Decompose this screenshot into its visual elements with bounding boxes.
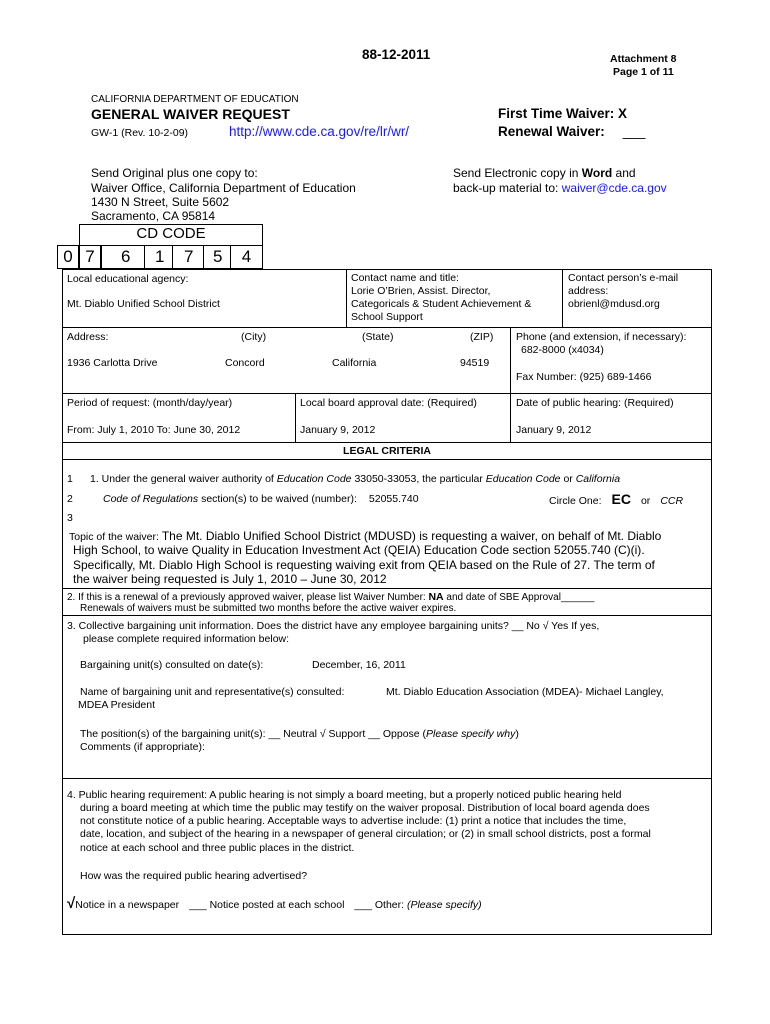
bargaining-name-label: Name of bargaining unit and representative(s) consulted: [80,686,345,698]
renewal-na: NA [428,591,444,603]
position-specify: Please specify why [426,728,516,740]
form-id: GW-1 (Rev. 10-2-09) [91,127,189,139]
backup-material-label: back-up material to: [453,181,559,195]
cd-code-digit: 6 [101,245,144,269]
hearing-line1: 4. Public hearing requirement: A public hearing is not simply a board meeting, but a properly noticed public hearing held [67,789,622,801]
topic-line4: the waiver being requested is July 1, 2010 – June 30, 2012 [73,572,387,586]
cd-code-label: CD CODE [136,225,206,242]
cd-code-digit: 0 [57,245,79,269]
option-other-specify: (Please specify) [406,899,482,911]
send-original-line4: Sacramento, CA 95814 [91,209,216,223]
grid-line [62,269,63,935]
period-label: Period of request: (month/day/year) [67,397,233,409]
circle-one [549,491,683,507]
line-number: 2 [67,493,73,505]
grid-line [562,269,563,327]
contact-email-label-2: address: [568,285,609,297]
attachment-label: Attachment 8 [610,53,677,65]
circle-ccr: CCR [660,495,684,507]
hearing-line5: notice at each school and three public places in the district. [80,842,355,854]
contact-name-label: Contact name and title: [351,272,459,284]
cd-code-digit: 1 [144,245,172,269]
option-school: ___ Notice posted at each school [189,899,345,911]
contact-name-line3: School Support [351,311,423,323]
cd-code-digit: 7 [79,245,101,269]
zip-value: 94519 [460,357,490,369]
grid-line [62,269,712,270]
grid-line [295,393,296,442]
zip-label: (ZIP) [470,331,494,343]
phone-label: Phone (and extension, if necessary): [516,331,687,343]
waiver-url-link[interactable]: http://www.cde.ca.gov/re/lr/wr/ [229,124,410,139]
grid-line [510,393,511,442]
grid-line [62,778,712,779]
position-text: The position(s) of the bargaining unit(s): __ Neutral √ Support __ Oppose ( [80,728,427,740]
grid-line [62,393,712,394]
checkmark-icon: √ [67,895,76,912]
send-original-line3: 1430 N Street, Suite 5602 [91,195,230,209]
first-time-waiver: First Time Waiver: X [498,106,628,121]
send-electronic-line1 [453,166,636,180]
grid-line [711,269,712,935]
topic-line3: Specifically, Mt. Diablo High School is requesting waiving exit from QEIA based on the Rule of 27. The term of [73,558,655,572]
form-title: GENERAL WAIVER REQUEST [91,106,290,122]
item1-mid: 33050-33053, the particular [354,473,483,485]
state-label: (State) [362,331,394,343]
bargaining-line2: please complete required information below: [83,633,290,645]
code-of-regulations: Code of Regulations [103,493,199,505]
waiver-email-link[interactable]: waiver@cde.ca.gov [561,181,667,195]
phone-value: 682-8000 (x4034) [521,344,604,356]
line-number: 3 [67,512,73,524]
grid-line [62,934,712,935]
hearing-question: How was the required public hearing advertised? [80,870,308,882]
item1-or: or [563,473,573,485]
item1-prefix: 1. Under the general waiver authority of [90,473,274,485]
public-hearing-label: Date of public hearing: (Required) [516,397,674,409]
topic-label: Topic of the waiver: [69,531,159,543]
grid-line [62,442,712,443]
section-waived-value: 52055.740 [368,493,419,505]
renewal-line1 [67,591,594,603]
street-value: 1936 Carlotta Drive [67,357,158,369]
item1-education-code: Education Code [276,473,352,485]
option-newspaper: Notice in a newspaper [75,899,180,911]
topic-text-1: The Mt. Diablo Unified School District (MDUSD) is requesting a waiver, on behalf of Mt. Diablo [161,529,662,543]
contact-name-line2: Categoricals & Student Achievement & [351,298,532,310]
document-number: 88-12-2011 [362,47,431,62]
item1-education-code-2: Education Code [485,473,561,485]
grid-line [62,459,712,460]
option-other: ___ Other: [354,899,405,911]
renewal-line2: Renewals of waivers must be submitted two months before the active waiver expires. [80,603,457,614]
send-original-line1: Send Original plus one copy to: [91,166,258,180]
bargaining-name-value: Mt. Diablo Education Association (MDEA)- Michael Langley, [386,686,664,698]
cd-code-digit: 4 [230,245,263,269]
section-waived-label: section(s) to be waived (number): [201,493,357,505]
bargaining-dates-label: Bargaining unit(s) consulted on date(s): [80,659,264,671]
grid-line [346,269,347,327]
hearing-line2: during a board meeting at which time the public may testify on the waiver proposal. Distribution of local board agenda does [80,802,650,814]
waiver-authority-text [90,473,620,485]
grid-line [62,327,712,328]
grid-line [62,615,712,616]
cd-code-digit: 5 [203,245,230,269]
contact-name-line1: Lorie O’Brien, Assist. Director, [351,285,491,297]
circle-ec: EC [611,491,631,507]
page-indicator: Page 1 of 11 [613,66,674,78]
bargaining-comments: Comments (if appropriate): [80,741,205,753]
cd-code-digit: 7 [172,245,203,269]
hearing-line3: not constitute notice of a public hearing. Acceptable ways to advertise include: (1) print a notice that includes the time, [80,815,627,827]
city-value: Concord [225,357,265,369]
send-electronic-prefix: Send Electronic copy in [453,166,579,180]
board-approval-value: January 9, 2012 [300,424,376,436]
lea-label: Local educational agency: [67,273,189,285]
contact-email-label: Contact person’s e-mail [568,272,679,284]
circle-one-label: Circle One: [549,495,602,507]
renewal-waiver [498,124,645,139]
renewal-waiver-label: Renewal Waiver: [498,124,605,139]
send-electronic-line2 [453,181,667,195]
address-label: Address: [67,331,109,343]
bargaining-name-value-2: MDEA President [78,699,156,711]
topic-line2: High School, to waive Quality in Education Investment Act (QEIA) Education Code section 52055.740 (C)(i). [73,543,645,557]
state-value: California [332,357,377,369]
line-number: 1 [67,473,73,485]
position-close: ) [515,728,519,740]
renewal-prefix: 2. If this is a renewal of a previously approved waiver, please list Waiver Number: [67,592,426,603]
grid-line [510,327,511,393]
item1-california: California [575,473,621,485]
bargaining-dates-value: December, 16, 2011 [312,659,406,671]
bargaining-position [80,728,519,740]
legal-criteria-heading: LEGAL CRITERIA [343,445,431,457]
hearing-line4: date, location, and subject of the hearing in a newspaper of general circulation; or (2) in small school districts, post a formal [80,828,651,840]
send-original-line2: Waiver Office, California Department of Education [91,181,356,195]
contact-email-value: obrienl@mdusd.org [568,298,660,310]
lea-value: Mt. Diablo Unified School District [67,298,220,310]
hearing-options [67,895,482,912]
circle-or: or [640,495,651,507]
renewal-waiver-blank: ___ [622,124,646,139]
word-format: Word [581,166,613,180]
fax-number: Fax Number: (925) 689-1466 [516,371,652,383]
topic-line1 [69,529,661,543]
city-label: (City) [241,331,267,343]
public-hearing-value: January 9, 2012 [516,424,592,436]
section-waived-text [103,493,419,505]
renewal-suffix: and date of SBE Approval______ [446,592,595,603]
board-approval-label: Local board approval date: (Required) [300,397,477,409]
send-electronic-suffix: and [615,166,636,180]
bargaining-line1: 3. Collective bargaining unit information. Does the district have any employee bargaining units? __ No √ Yes If yes, [67,620,600,632]
grid-line [62,588,712,589]
department-name: CALIFORNIA DEPARTMENT OF EDUCATION [91,94,299,105]
period-value: From: July 1, 2010 To: June 30, 2012 [67,424,241,436]
